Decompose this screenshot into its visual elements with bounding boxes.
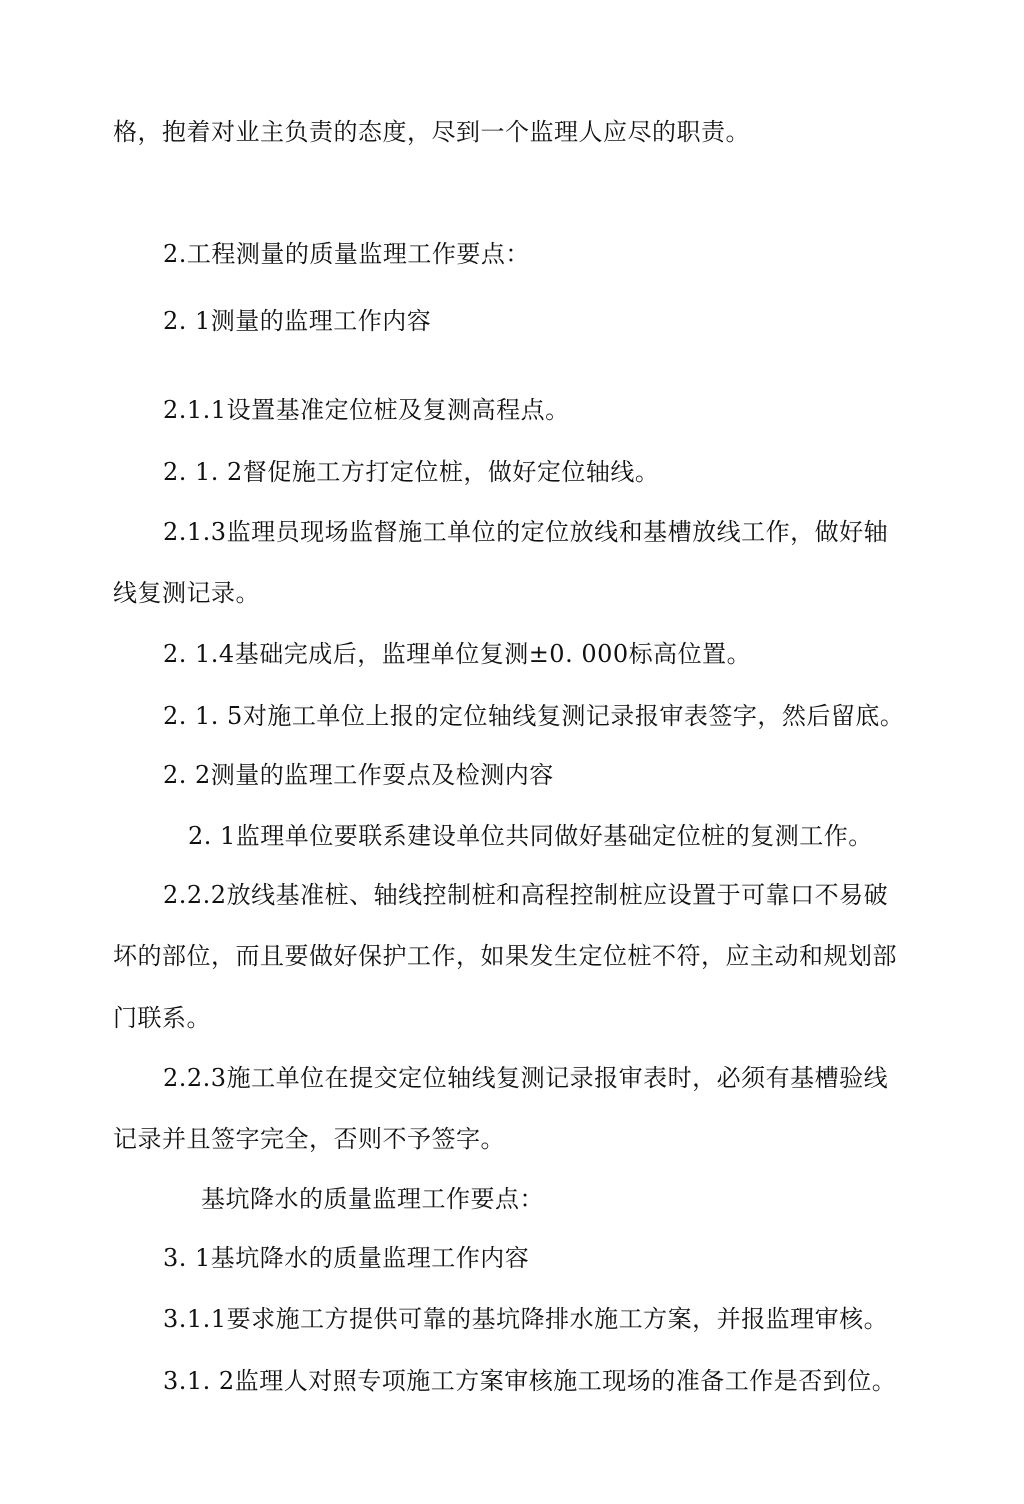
text-line: 2.2.3施工单位在提交定位轴线复测记录报审表时，必须有基槽验线 — [163, 1064, 889, 1092]
subsection-heading: 2. 1测量的监理工作内容 — [163, 307, 432, 335]
text-line: 2. 1. 2督促施工方打定位桩，做好定位轴线。 — [163, 458, 660, 486]
text-line: 2.1.1设置基准定位桩及复测高程点。 — [163, 396, 570, 424]
text-line: 2.1.3监理员现场监督施工单位的定位放线和基槽放线工作，做好轴 — [163, 518, 889, 546]
section-heading: 基坑降水的质量监理工作要点： — [201, 1185, 544, 1213]
text-line: 坏的部位，而且要做好保护工作，如果发生定位桩不符，应主动和规划部 — [113, 942, 897, 970]
section-heading: 2.工程测量的质量监理工作要点： — [163, 240, 530, 268]
text-line: 线复测记录。 — [113, 579, 260, 607]
text-line: 2. 1监理单位要联系建设单位共同做好基础定位桩的复测工作。 — [188, 822, 873, 850]
text-line: 2. 1.4基础完成后，监理单位复测±0. 000标高位置。 — [163, 640, 752, 668]
text-line: 3.1.1要求施工方提供可靠的基坑降排水施工方案，并报监理审核。 — [163, 1305, 889, 1333]
text-line: 3.1. 2监理人对照专项施工方案审核施工现场的准备工作是否到位。 — [163, 1367, 897, 1395]
text-line: 门联系。 — [113, 1004, 211, 1032]
subsection-heading: 2. 2测量的监理工作耍点及检测内容 — [163, 761, 554, 789]
text-line: 记录并且签字完全，否则不予签字。 — [113, 1125, 505, 1153]
text-line: 2.2.2放线基准桩、轴线控制桩和高程控制桩应设置于可靠口不易破 — [163, 881, 889, 909]
text-line: 2. 1. 5对施工单位上报的定位轴线复测记录报审表签字，然后留底。 — [163, 702, 905, 730]
subsection-heading: 3. 1基坑降水的质量监理工作内容 — [163, 1244, 530, 1272]
text-line: 格，抱着对业主负责的态度，尽到一个监理人应尽的职责。 — [113, 118, 750, 146]
